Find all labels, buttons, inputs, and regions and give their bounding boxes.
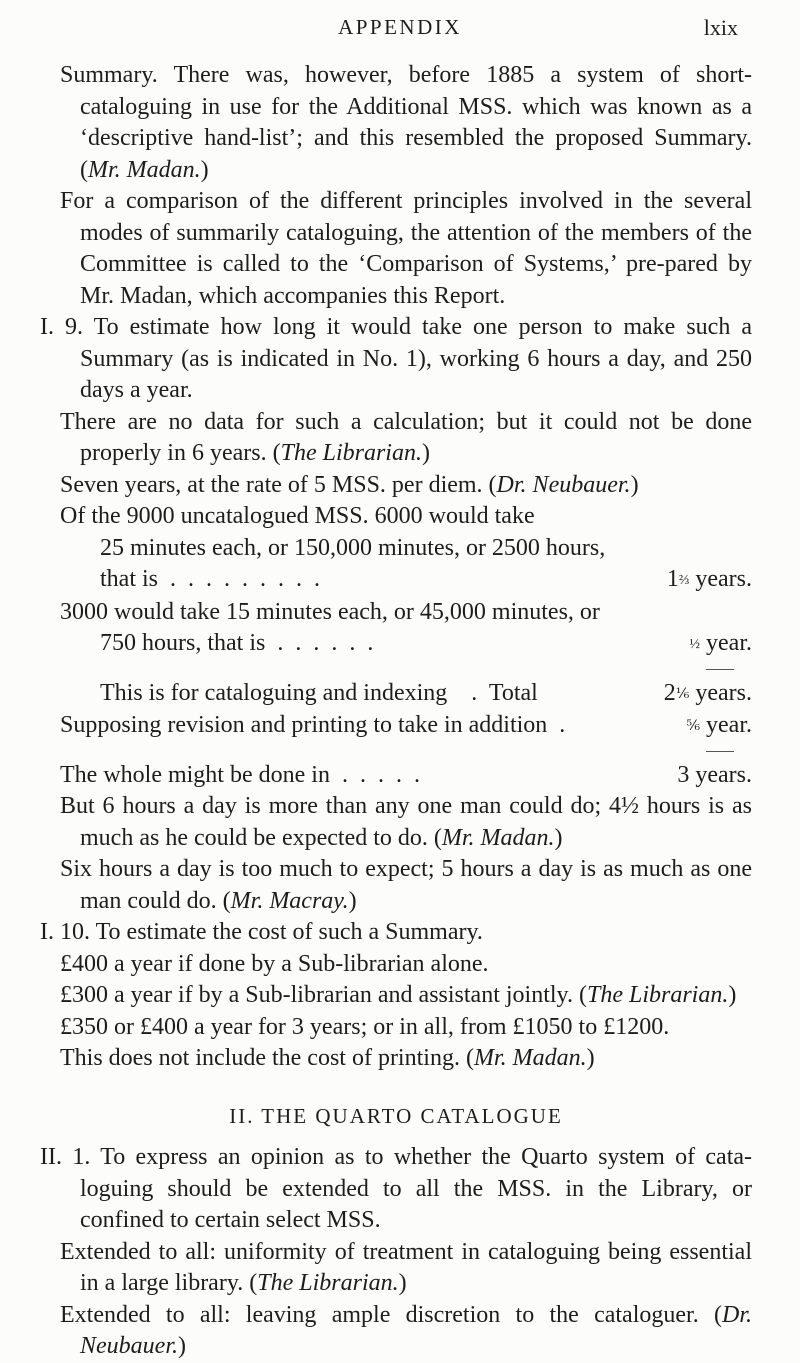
question-i-9: I. 9. To estimate how long it would take one person to make such a Summary (as is indicated in No. 1), working 6 hours a day, and 250 days a year. (40, 314, 752, 403)
calc-result-row: that is . . . . . . . . . 1⅔ years. (100, 566, 752, 592)
running-title: APPENDIX (338, 15, 462, 39)
answer-hours: But 6 hours a day is more than any one man could do; 4½ hours is as much as he could be expected to do. (Mr. Madan.) (60, 793, 752, 851)
sum-rule (706, 669, 734, 670)
cost-answer: £400 a year if done by a Sub-librarian alone. (60, 950, 489, 977)
cost-answer: This does not include the cost of printing. (Mr. Madan.) (60, 1045, 595, 1071)
section-heading: II. THE QUARTO CATALOGUE (229, 1103, 563, 1128)
question-i-10: I. 10. To estimate the cost of such a Summary. (40, 919, 483, 945)
cost-answer: £350 or £400 a year for 3 years; or in all, from £1050 to £1200. (60, 1013, 670, 1040)
answer-seven-years: Seven years, at the rate of 5 MSS. per diem. (Dr. Neubauer.) (60, 471, 639, 498)
page-body (40, 60, 752, 1363)
answer-no-data: There are no data for such a calculation; but it could not be done properly in 6 years. (The Librarian.) (60, 408, 752, 466)
question-ii-1: II. 1. To express an opinion as to whether the Quarto system of cata-loguing should be extended to all the MSS. in the Library, or confined to certain select MSS. (40, 1144, 753, 1233)
page-number: lxix (703, 15, 738, 40)
answer-extended-all: Extended to all: uniformity of treatment in cataloguing being essential in a large library. (The Librarian.) (60, 1238, 752, 1296)
comparison-paragraph: For a comparison of the different principles involved in the several modes of summarily cataloguing, the attention of the members of the Committee is called to the ‘Comparison of Systems,’ pre-pared by Mr. Madan, which accompanies this Report. (60, 188, 752, 309)
sum-rule (706, 751, 734, 752)
answer-extended-all: Extended to all: leaving ample discretion to the cataloguer. (Dr. Neubauer.) (60, 1301, 752, 1359)
whole-total-row: The whole might be done in . . . . . 3 years. (60, 761, 752, 788)
calc-result-row: 750 hours, that is . . . . . . ½ year. (100, 630, 752, 656)
answer-six-hours: Six hours a day is too much to expect; 5 hours a day is as much as one man could do. (Mr. Macray.) (60, 856, 752, 914)
calc-line: 25 minutes each, or 150,000 minutes, or 2500 hours, (100, 534, 606, 561)
summary-paragraph: Summary. There was, however, before 1885 a system of short-cataloguing in use for the Additional MSS. which was known as a ‘descriptive hand-list’; and this resembled the proposed Summary. (Mr. Madan.) (60, 62, 752, 183)
page-header (0, 12, 800, 42)
total-row: This is for cataloguing and indexing . Total 2⅙ years. (100, 679, 752, 706)
calculation-block (40, 501, 752, 791)
cost-answer: £300 a year if by a Sub-librarian and assistant jointly. (The Librarian.) (60, 982, 737, 1008)
calc-line: Of the 9000 uncatalogued MSS. 6000 would take (60, 503, 535, 529)
revision-row: Supposing revision and printing to take in addition . ⅚ year. (60, 712, 752, 738)
calc-line: 3000 would take 15 minutes each, or 45,000 minutes, or (60, 598, 600, 625)
